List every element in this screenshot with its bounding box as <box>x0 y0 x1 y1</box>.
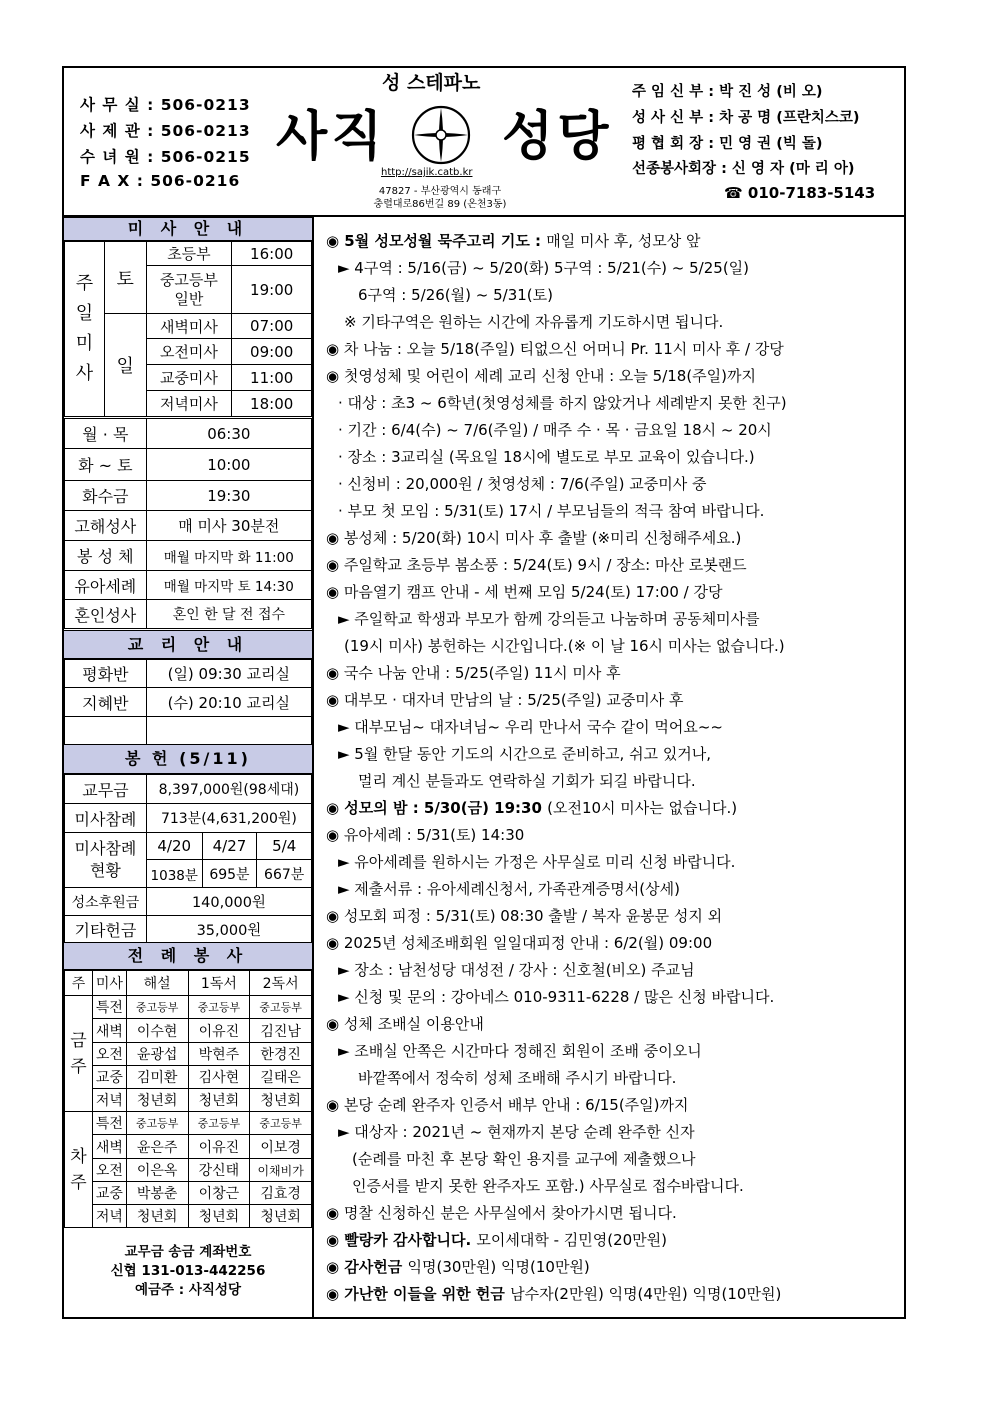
mass-slot: 새벽 <box>92 1135 126 1159</box>
notice-mary-night <box>326 797 737 818</box>
notice-line: · 신청비 : 20,000원 / 첫영성체 : 7/6(주일) 교중미사 중 <box>338 475 707 493</box>
weekday-time: 06:30 <box>146 419 311 449</box>
reader-2: 김효경 <box>250 1182 312 1205</box>
notice-line: ► 제출서류 : 유아세례신청서, 가족관계증명서(상세) <box>338 880 680 898</box>
notice-line: ► 신청 및 문의 : 강아네스 010-9311-6228 / 많은 신청 바랍니다. <box>338 988 775 1006</box>
liturgy-header: 1독서 <box>188 971 250 996</box>
weekday-mass-table <box>64 418 312 629</box>
reader-2: 이채비가 <box>250 1159 312 1182</box>
weekday-name: 월 · 목 <box>65 419 147 449</box>
contact-office: 사 무 실 : 506-0213 <box>80 96 251 114</box>
weekday-time: 매월 마지막 토 14:30 <box>146 571 311 600</box>
weekday-time: 매 미사 30분전 <box>146 511 311 541</box>
attendance-count: 1038분 <box>146 860 202 888</box>
mass-slot: 새벽 <box>92 1019 126 1043</box>
notice-line: 바깥쪽에서 정숙히 성체 조배해 주시기 바랍니다. <box>358 1069 677 1087</box>
mass-time: 11:00 <box>232 365 312 391</box>
address-line2: 충렬대로86번길 89 (온천3동) <box>373 199 507 210</box>
notice-heading: ◉ 감사헌금 <box>326 1258 408 1276</box>
notice-line: · 부모 첫 모임 : 5/31(토) 17시 / 부모님들의 적극 참여 바랍니다. <box>338 502 765 520</box>
this-week-label: 금 주 <box>65 996 93 1112</box>
notice-retreat: ◉ 성모회 피정 : 5/31(토) 08:30 출발 / 복자 윤봉문 성지 외 <box>326 907 723 925</box>
notice-line: ► 대상자 : 2021년 ~ 현재까지 본당 순례 완주한 신자 <box>338 1123 695 1141</box>
contact-fax: F A X : 506-0216 <box>80 172 241 190</box>
parish-name-part2: 성당 <box>502 106 613 167</box>
notice-camp: ◉ 마음열기 캠프 안내 - 세 번째 모임 5/24(토) 17:00 / 강당 <box>326 583 723 601</box>
address-line1: 47827 - 부산광역시 동래구 <box>378 186 502 197</box>
commentator: 박봉춘 <box>126 1182 188 1205</box>
notice-palanca <box>326 1229 667 1250</box>
contact-phone: ☎ 010-7183-5143 <box>724 184 876 202</box>
mass-slot: 특전 <box>92 996 126 1019</box>
commentator: 윤은주 <box>126 1135 188 1159</box>
reader-2: 한경진 <box>250 1043 312 1066</box>
mass-slot: 오전 <box>92 1043 126 1066</box>
notice-line: (19시 미사) 봉헌하는 시간입니다.(※ 이 날 16시 미사는 없습니다.) <box>344 637 785 655</box>
mass-name: 중고등부 일반 <box>159 270 218 308</box>
mass-slot: 교중 <box>92 1066 126 1089</box>
liturgy-header: 2독서 <box>250 971 312 996</box>
notice-godparents: ◉ 대부모 · 대자녀 만남의 날 : 5/25(주일) 교중미사 후 <box>326 691 684 709</box>
notice-line: ► 5월 한달 동안 기도의 시간으로 준비하고, 쉬고 있거나, <box>338 745 712 763</box>
weekday-name: 화수금 <box>65 481 147 511</box>
commentator: 김미환 <box>126 1066 188 1089</box>
reader-1: 중고등부 <box>188 996 250 1019</box>
staff-pastor: 주 임 신 부 : 박 진 성 (비 오) <box>632 84 823 100</box>
doctrine-table <box>64 659 312 745</box>
mass-name: 초등부 <box>146 242 232 266</box>
mass-slot: 교중 <box>92 1182 126 1205</box>
notice-line: 인증서를 받지 못한 완주자도 포함.) 사무실로 접수바랍니다. <box>352 1177 744 1195</box>
mass-time: 18:00 <box>232 391 312 417</box>
reader-1: 강신태 <box>188 1159 250 1182</box>
notice-line: ► 유아세례를 원하시는 가정은 사무실로 미리 신청 바랍니다. <box>338 853 736 871</box>
offering-value: 713분(4,631,200원) <box>146 804 311 833</box>
weekday-name: 유아세례 <box>65 571 147 600</box>
commentator: 윤광섭 <box>126 1043 188 1066</box>
weekday-name: 화 ~ 토 <box>65 449 147 481</box>
liturgy-header: 주 <box>65 971 93 996</box>
offering-name: 기타헌금 <box>65 916 147 943</box>
commentator: 중고등부 <box>126 1112 188 1135</box>
notice-text: 남수자(2만원) 익명(4만원) 익명(10만원) <box>510 1285 782 1303</box>
liturgy-table <box>64 970 312 1228</box>
class-name: 지혜반 <box>65 688 147 717</box>
commentator: 청년회 <box>126 1205 188 1228</box>
notice-thanks-offering <box>326 1256 590 1277</box>
reader-2: 중고등부 <box>250 996 312 1019</box>
account-holder: 예금주 : 사직성당 <box>134 1282 242 1298</box>
notice-rosary <box>326 230 701 251</box>
notice-infant-baptism: ◉ 유아세례 : 5/31(토) 14:30 <box>326 826 525 844</box>
notice-adoration-retreat: ◉ 2025년 성체조배회원 일일대피정 안내 : 6/2(월) 09:00 <box>326 934 713 952</box>
cross-logo-icon <box>410 104 472 166</box>
notice-line: ► 조배실 안쪽은 시간마다 정해진 회원이 조배 중이오니 <box>338 1042 702 1060</box>
commentator: 이수현 <box>126 1019 188 1043</box>
staff-assistant: 성 사 신 부 : 차 공 명 (프란치스코) <box>632 110 860 126</box>
mass-time: 07:00 <box>232 314 312 339</box>
class-info <box>146 717 311 745</box>
next-week-label: 차 주 <box>65 1112 93 1228</box>
mass-time: 16:00 <box>232 242 312 266</box>
notice-heading: ◉ 빨랑카 감사합니다. <box>326 1231 477 1249</box>
contact-convent: 수 녀 원 : 506-0215 <box>80 148 251 166</box>
weekday-time: 혼인 한 달 전 접수 <box>146 600 311 629</box>
notice-poor-offering <box>326 1283 781 1304</box>
sunday-label: 일 <box>104 314 146 417</box>
attendance-date: 4/27 <box>202 833 257 860</box>
doctrine-section-title: 교 리 안 내 <box>64 630 312 659</box>
notice-nametag: ◉ 명찰 신청하신 분은 사무실에서 찾아가시면 됩니다. <box>326 1204 677 1222</box>
notice-line: · 기간 : 6/4(수) ~ 7/6(주일) / 매주 수 · 목 · 금요일 18시 ~ 20시 <box>338 421 772 439</box>
notice-tea: ◉ 차 나눔 : 오늘 5/18(주일) 티없으신 어머니 Pr. 11시 미사 후 / 강당 <box>326 340 784 358</box>
class-name <box>65 717 147 745</box>
notice-adoration-room: ◉ 성체 조배실 이용안내 <box>326 1015 484 1033</box>
notice-line: ※ 기타구역은 원하는 시간에 자유롭게 기도하시면 됩니다. <box>344 313 724 331</box>
sunday-mass-label: 주 일 미 사 <box>65 242 105 417</box>
liturgy-section-title: 전 례 봉 사 <box>64 942 312 970</box>
commentator: 이은옥 <box>126 1159 188 1182</box>
weekday-name: 혼인성사 <box>65 600 147 629</box>
parish-name-part1: 사직 <box>276 106 387 167</box>
weekday-time: 매월 마지막 화 11:00 <box>146 541 311 571</box>
account-title: 교무금 송금 계좌번호 <box>124 1244 252 1260</box>
reader-1: 이유진 <box>188 1019 250 1043</box>
reader-1: 중고등부 <box>188 1112 250 1135</box>
reader-1: 박현주 <box>188 1043 250 1066</box>
website-link[interactable]: http://sajik.catb.kr <box>381 167 473 178</box>
notice-heading: ◉ 가난한 이들을 위한 헌금 <box>326 1285 511 1303</box>
attendance-date: 5/4 <box>257 833 312 860</box>
mass-slot: 특전 <box>92 1112 126 1135</box>
notice-noodles: ◉ 국수 나눔 안내 : 5/25(주일) 11시 미사 후 <box>326 664 621 682</box>
reader-2: 이보경 <box>250 1135 312 1159</box>
notice-heading: ◉ 성모의 밤 : 5/30(금) 19:30 <box>326 799 548 817</box>
offering-table <box>64 774 312 943</box>
parish-patron: 성 스테파노 <box>382 72 481 94</box>
mass-time: 19:00 <box>232 266 312 314</box>
mass-slot: 저녁 <box>92 1205 126 1228</box>
notice-line: ► 대부모님~ 대자녀님~ 우리 만나서 국수 같이 먹어요~~ <box>338 718 723 736</box>
notice-home-communion: ◉ 봉성체 : 5/20(화) 10시 미사 후 출발 (※미리 신청해주세요.) <box>326 529 742 547</box>
notice-line: 6구역 : 5/26(월) ~ 5/31(토) <box>358 286 553 304</box>
reader-1: 이유진 <box>188 1135 250 1159</box>
reader-1: 김사현 <box>188 1066 250 1089</box>
attendance-count: 695분 <box>202 860 257 888</box>
staff-council: 평 협 회 장 : 민 영 권 (빅 돌) <box>632 136 823 152</box>
commentator: 청년회 <box>126 1089 188 1112</box>
notice-line: (순례를 마친 후 본당 확인 용지를 교구에 제출했으나 <box>352 1150 696 1168</box>
mass-section-title: 미 사 안 내 <box>64 217 312 241</box>
offering-value: 8,397,000원(98세대) <box>146 775 311 804</box>
staff-funeral: 선종봉사회장 : 신 영 자 (마 리 아) <box>632 161 855 177</box>
mass-slot: 오전 <box>92 1159 126 1182</box>
reader-1: 이창근 <box>188 1182 250 1205</box>
notice-text: 익명(30만원) 익명(10만원) <box>407 1258 590 1276</box>
notice-text: 모이세대학 - 김민영(20만원) <box>476 1231 668 1249</box>
notice-communion-class: ◉ 첫영성체 및 어린이 세례 교리 신청 안내 : 오늘 5/18(주일)까지 <box>326 367 756 385</box>
column-divider <box>312 215 314 1319</box>
attendance-count: 667분 <box>257 860 312 888</box>
mass-name: 교중미사 <box>146 365 232 391</box>
reader-1: 청년회 <box>188 1089 250 1112</box>
notice-pilgrimage: ◉ 본당 순례 완주자 인증서 배부 안내 : 6/15(주일)까지 <box>326 1096 689 1114</box>
reader-1: 청년회 <box>188 1205 250 1228</box>
mass-name: 오전미사 <box>146 339 232 365</box>
attendance-date: 4/20 <box>146 833 202 860</box>
commentator: 중고등부 <box>126 996 188 1019</box>
reader-2: 김진남 <box>250 1019 312 1043</box>
reader-2: 길태은 <box>250 1066 312 1089</box>
notice-picnic: ◉ 주일학교 초등부 봄소풍 : 5/24(토) 9시 / 장소: 마산 로봇랜드 <box>326 556 747 574</box>
offering-name: 교무금 <box>65 775 147 804</box>
liturgy-header: 미사 <box>92 971 126 996</box>
notice-line: ► 4구역 : 5/16(금) ~ 5/20(화) 5구역 : 5/21(수) ~ 5/25(일) <box>338 259 750 277</box>
reader-2: 중고등부 <box>250 1112 312 1135</box>
class-info: (일) 09:30 교리실 <box>146 660 311 688</box>
weekday-name: 고해성사 <box>65 511 147 541</box>
liturgy-header: 해설 <box>126 971 188 996</box>
mass-name: 새벽미사 <box>146 314 232 339</box>
notice-line: 멀리 계신 분들과도 연락하실 기회가 되길 바랍니다. <box>358 772 696 790</box>
account-info <box>64 1243 312 1300</box>
reader-2: 청년회 <box>250 1089 312 1112</box>
mass-name: 저녁미사 <box>146 391 232 417</box>
offering-value: 35,000원 <box>146 916 311 943</box>
class-info: (수) 20:10 교리실 <box>146 688 311 717</box>
reader-2: 청년회 <box>250 1205 312 1228</box>
notice-line: ► 주일학교 학생과 부모가 함께 강의듣고 나눔하며 공동체미사를 <box>338 610 760 628</box>
contact-rectory: 사 제 관 : 506-0213 <box>80 122 251 140</box>
offering-section-title: 봉 헌 (5/11) <box>64 744 312 774</box>
account-number: 신협 131-013-442256 <box>110 1263 266 1279</box>
notice-text: (오전10시 미사는 없습니다.) <box>547 799 738 817</box>
mass-slot: 저녁 <box>92 1089 126 1112</box>
offering-name: 미사참례 <box>65 804 147 833</box>
weekday-time: 19:30 <box>146 481 311 511</box>
mass-time: 09:00 <box>232 339 312 365</box>
weekday-name: 봉 성 체 <box>65 541 147 571</box>
class-name: 평화반 <box>65 660 147 688</box>
notice-line: ► 장소 : 남천성당 대성전 / 강사 : 신호철(비오) 주교님 <box>338 961 695 979</box>
notice-line: · 대상 : 초3 ~ 6학년(첫영성체를 하지 않았거나 세례받지 못한 친구) <box>338 394 787 412</box>
parish-address <box>350 185 530 211</box>
saturday-label: 토 <box>104 242 146 314</box>
notice-heading: ◉ 5월 성모성월 묵주고리 기도 : <box>326 232 547 250</box>
offering-name: 성소후원금 <box>65 888 147 916</box>
notice-text: 매일 미사 후, 성모상 앞 <box>546 232 701 250</box>
offering-value: 140,000원 <box>146 888 311 916</box>
weekday-time: 10:00 <box>146 449 311 481</box>
mass-table <box>64 241 312 417</box>
notice-line: · 장소 : 3교리실 (목요일 18시에 별도로 부모 교육이 있습니다.) <box>338 448 755 466</box>
attendance-label: 미사참례 현황 <box>65 833 147 888</box>
